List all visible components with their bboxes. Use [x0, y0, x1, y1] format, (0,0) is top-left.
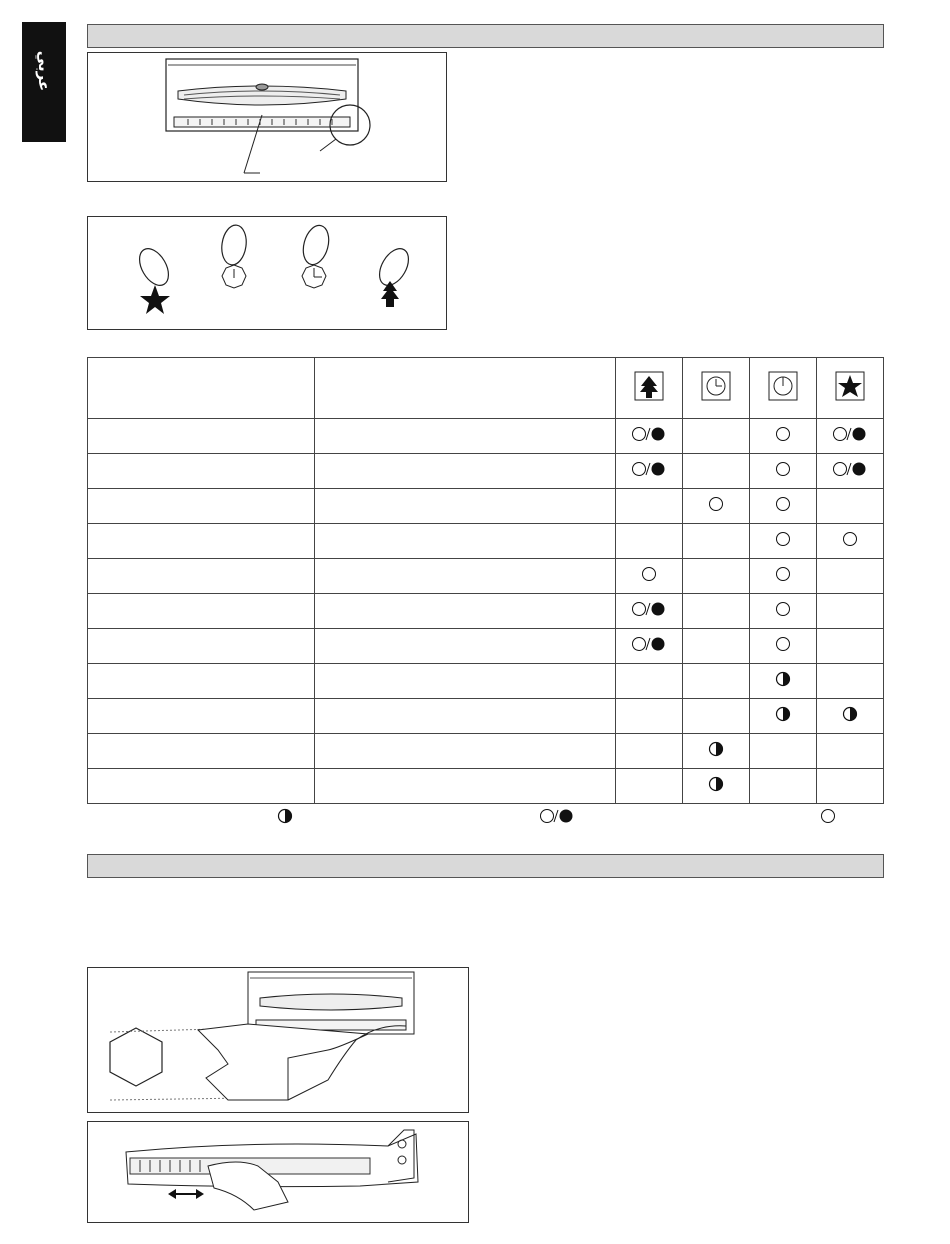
power-column-header: [750, 358, 817, 419]
status-cell: [817, 769, 884, 804]
status-cell: [750, 629, 817, 664]
table-cell: [88, 594, 315, 629]
language-tab: [22, 22, 66, 142]
defrost-column-header: [616, 358, 683, 419]
table-cell: [88, 419, 315, 454]
grille-slide-illustration: [88, 1122, 468, 1222]
table-row: [88, 559, 884, 594]
indoor-unit-figure: [87, 52, 447, 182]
table-body: [88, 419, 884, 804]
empty-circle-icon: [775, 496, 791, 512]
table-cell: [88, 734, 315, 769]
table-row: [88, 664, 884, 699]
blink-icon: [631, 636, 667, 652]
language-tab-label: عربي: [35, 50, 53, 92]
status-cell: [817, 419, 884, 454]
status-cell: [750, 699, 817, 734]
half-circle-icon: [775, 706, 791, 722]
blink-icon: [631, 601, 667, 617]
status-cell: [683, 594, 750, 629]
display-panel-illustration: [88, 217, 446, 329]
table-cell: [315, 734, 616, 769]
status-cell: [683, 524, 750, 559]
indoor-unit-illustration: [88, 53, 446, 181]
half-circle-icon: [708, 776, 724, 792]
status-cell: [616, 524, 683, 559]
status-cell: [750, 419, 817, 454]
status-cell: [817, 699, 884, 734]
status-cell: [817, 734, 884, 769]
table-cell: [88, 769, 315, 804]
table-row: [88, 524, 884, 559]
status-cell: [750, 524, 817, 559]
status-cell: [616, 489, 683, 524]
power-icon: [768, 371, 798, 401]
status-cell: [616, 734, 683, 769]
status-cell: [616, 769, 683, 804]
display-panel-figure: [87, 216, 447, 330]
table-cell: [315, 629, 616, 664]
table-cell: [315, 594, 616, 629]
blink-icon: [539, 808, 575, 824]
timer-column-header: [683, 358, 750, 419]
status-cell: [683, 769, 750, 804]
status-cell: [750, 489, 817, 524]
table-row: [88, 454, 884, 489]
status-cell: [750, 769, 817, 804]
empty-circle-icon: [775, 636, 791, 652]
empty-circle-icon: [775, 601, 791, 617]
status-cell: [683, 454, 750, 489]
status-cell: [616, 594, 683, 629]
legend-on: [277, 808, 293, 828]
status-cell: [817, 559, 884, 594]
empty-circle-icon: [775, 461, 791, 477]
table-row: [88, 629, 884, 664]
legend-blink: [539, 808, 575, 828]
filter-removal-illustration: [88, 968, 468, 1112]
status-cell: [817, 594, 884, 629]
star-column-header: [817, 358, 884, 419]
legend-off: [820, 808, 836, 828]
table-row: [88, 594, 884, 629]
empty-circle-icon: [842, 531, 858, 547]
empty-circle-icon: [820, 808, 836, 824]
status-cell: [616, 559, 683, 594]
filter-removal-figure: [87, 967, 469, 1113]
half-circle-icon: [277, 808, 293, 824]
status-cell: [817, 489, 884, 524]
table-cell: [88, 454, 315, 489]
table-cell: [88, 489, 315, 524]
timer-icon: [701, 371, 731, 401]
table-cell: [88, 524, 315, 559]
table-row: [88, 489, 884, 524]
table-header-row: [88, 358, 884, 419]
half-circle-icon: [842, 706, 858, 722]
table-row: [88, 699, 884, 734]
status-cell: [750, 664, 817, 699]
blink-icon: [631, 461, 667, 477]
status-cell: [683, 559, 750, 594]
status-cell: [616, 699, 683, 734]
half-circle-icon: [708, 741, 724, 757]
status-cell: [750, 454, 817, 489]
status-cell: [616, 419, 683, 454]
status-cell: [817, 664, 884, 699]
star-icon: [835, 371, 865, 401]
table-cell: [315, 769, 616, 804]
table-row: [88, 769, 884, 804]
indicator-status-table: [87, 357, 884, 804]
status-cell: [750, 559, 817, 594]
status-cell: [616, 629, 683, 664]
table-row: [88, 419, 884, 454]
table-cell: [88, 559, 315, 594]
table-cell: [315, 454, 616, 489]
table-cell: [315, 419, 616, 454]
table-row: [88, 734, 884, 769]
empty-circle-icon: [708, 496, 724, 512]
blink-icon: [832, 461, 868, 477]
status-cell: [750, 594, 817, 629]
empty-circle-icon: [775, 426, 791, 442]
status-cell: [817, 629, 884, 664]
table-cell: [315, 699, 616, 734]
section-header-bar-2: [87, 854, 884, 878]
empty-circle-icon: [641, 566, 657, 582]
status-cell: [616, 454, 683, 489]
defrost-icon: [634, 371, 664, 401]
section-header-bar: [87, 24, 884, 48]
empty-circle-icon: [775, 531, 791, 547]
status-cell: [683, 734, 750, 769]
status-cell: [616, 664, 683, 699]
grille-slide-figure: [87, 1121, 469, 1223]
status-cell: [683, 699, 750, 734]
half-circle-icon: [775, 671, 791, 687]
table-cell: [315, 664, 616, 699]
status-cell: [817, 454, 884, 489]
status-cell: [683, 629, 750, 664]
blink-icon: [631, 426, 667, 442]
status-cell: [750, 734, 817, 769]
status-cell: [817, 524, 884, 559]
table-cell: [315, 559, 616, 594]
table-cell: [315, 489, 616, 524]
empty-circle-icon: [775, 566, 791, 582]
table-cell: [88, 664, 315, 699]
status-cell: [683, 489, 750, 524]
table-cell: [88, 699, 315, 734]
status-cell: [683, 664, 750, 699]
status-cell: [683, 419, 750, 454]
blink-icon: [832, 426, 868, 442]
table-cell: [315, 524, 616, 559]
table-cell: [88, 629, 315, 664]
